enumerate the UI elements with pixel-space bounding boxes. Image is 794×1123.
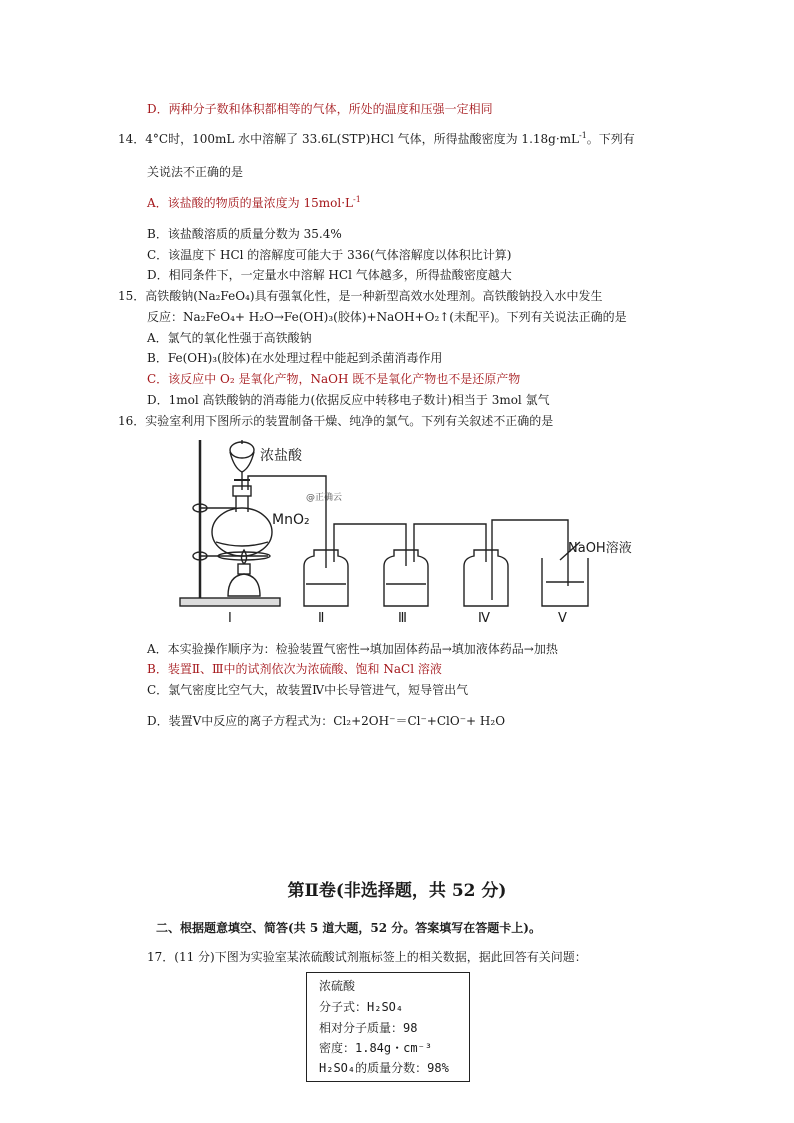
q15-stem-line2: 反应：Na₂FeO₄+ H₂O→Fe(OH)₃(胶体)+NaOH+O₂↑(未配平)。下列有关说法正确的是	[147, 310, 627, 324]
label-hcl: 浓盐酸	[260, 448, 302, 464]
q16-option-a: A．本实验操作顺序为：检验装置气密性→填加固体药品→填加液体药品→加热	[147, 642, 558, 656]
q16-option-c: C．氯气密度比空气大，故装置Ⅳ中长导管进气，短导管出气	[147, 683, 469, 697]
q14-option-c: C．该温度下 HCl 的溶解度可能大于 336(气体溶解度以体积比计算)	[147, 248, 512, 262]
q14-option-a-text: A．该盐酸的物质的量浓度为 15mol·L	[147, 196, 353, 210]
q15-option-a: A．氯气的氧化性强于高铁酸钠	[147, 331, 312, 345]
roman-v: V	[558, 611, 567, 626]
roman-iv: Ⅳ	[478, 611, 490, 626]
roman-i: I	[228, 611, 232, 626]
label-name: 浓硫酸	[319, 979, 356, 993]
q17-stem: 17．(11 分)下图为实验室某浓硫酸试剂瓶标签上的相关数据，据此回答有关问题：	[147, 950, 587, 964]
q16-option-d: D．装置Ⅴ中反应的离子方程式为：Cl₂+2OH⁻＝Cl⁻+ClO⁻+ H₂O	[147, 714, 506, 728]
q14-stem-line2: 关说法不正确的是	[147, 165, 244, 179]
reagent-label-box	[306, 972, 470, 1082]
q15-option-c: C．该反应中 O₂ 是氧化产物，NaOH 既不是氧化产物也不是还原产物	[147, 372, 521, 386]
label-density: 密度：1.84g・cm⁻³	[319, 1041, 433, 1055]
section-instruction: 二、根据题意填空、简答(共 5 道大题，52 分。答案填写在答题卡上)。	[156, 921, 541, 935]
label-fraction: H₂SO₄的质量分数：98%	[319, 1061, 449, 1075]
section-heading: 第Ⅱ卷(非选择题，共 52 分)	[287, 881, 507, 901]
q14-option-a-sup: -1	[352, 195, 361, 204]
q15-stem-line1: 15．高铁酸钠(Na₂FeO₄)具有强氧化性，是一种新型高效水处理剂。高铁酸钠投入水中发生	[118, 289, 603, 303]
q14-stem-a: 14．4°C时，100mL 水中溶解了 33.6L(STP)HCl 气体，所得盐酸密度为 1.18g·mL	[118, 132, 579, 146]
label-formula: 分子式：H₂SO₄	[319, 1000, 404, 1014]
q14-stem-b: 。下列有	[586, 132, 635, 146]
q14-option-b: B．该盐酸溶质的质量分数为 35.4%	[147, 227, 342, 241]
label-naoh: NaOH溶液	[568, 541, 632, 556]
watermark: @正确云	[306, 493, 343, 503]
label-mass: 相对分子质量：98	[319, 1021, 418, 1035]
label-mno2: MnO₂	[272, 512, 310, 528]
roman-ii: Ⅱ	[318, 611, 325, 626]
q14-stem	[118, 131, 635, 147]
q14-option-d: D．相同条件下，一定量水中溶解 HCl 气体越多，所得盐酸密度越大	[147, 268, 512, 282]
q13-option-d: D．两种分子数和体积都相等的气体，所处的温度和压强一定相同	[147, 102, 493, 116]
q14-option-a	[147, 195, 361, 211]
q14-stem-sup: -1	[579, 131, 587, 140]
roman-iii: Ⅲ	[398, 611, 407, 626]
q16-option-b: B．装置Ⅱ、Ⅲ中的试剂依次为浓硫酸、饱和 NaCl 溶液	[147, 662, 442, 676]
apparatus-figure	[176, 436, 636, 626]
q15-option-d: D．1mol 高铁酸钠的消毒能力(依据反应中转移电子数计)相当于 3mol 氯气	[147, 393, 550, 407]
q15-option-b: B．Fe(OH)₃(胶体)在水处理过程中能起到杀菌消毒作用	[147, 351, 443, 365]
q16-stem: 16．实验室利用下图所示的装置制备干燥、纯净的氯气。下列有关叙述不正确的是	[118, 414, 554, 428]
